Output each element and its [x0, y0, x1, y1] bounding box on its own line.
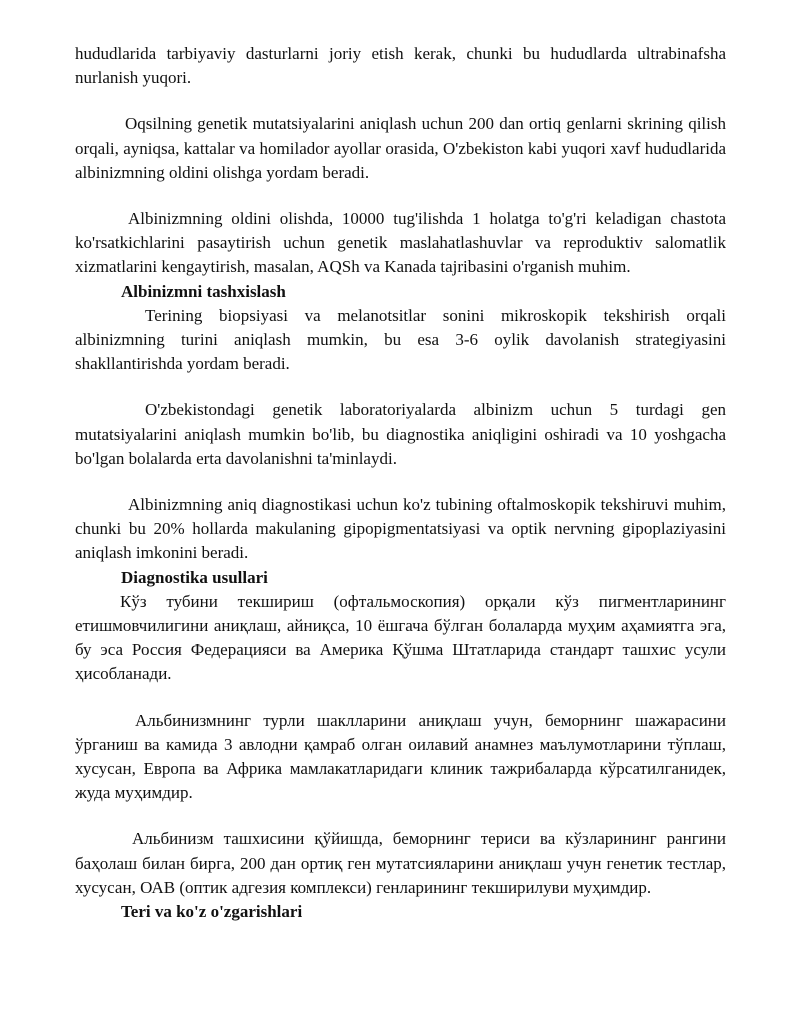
paragraph-biopsy: Terining biopsiyasi va melanotsitlar sonini mikroskopik tekshirish orqali albinizmning turini aniqlash mumkin, bu esa 3-6 oylik davolanish strategiyasini shakllantirishda yordam beradi.	[75, 305, 726, 374]
heading-skin-eye-changes: Teri va ko'z o'zgarishlari	[121, 902, 303, 922]
paragraph-ophthalmoscopy: Albinizmning aniq diagnostikasi uchun ko'z tubining oftalmoskopik tekshiruvi muhim, chunki bu 20% hollarda makulaning gipopigmentatsiyasi va optik nervning gipoplaziyasini aniqlash imkonini beradi.	[75, 495, 726, 563]
paragraph-protein-screening: Oqsilning genetik mutatsiyalarini aniqlash uchun 200 dan ortiq genlarni skrining qilish orqali, ayniqsa, kattalar va homilador ayollar orasida, O'zbekiston kabi yuqori xavf hududlarida albinizmning oldini olishga yordam beradi.	[75, 114, 726, 182]
paragraph-continuation: hududlarida tarbiyaviy dasturlarni joriy etish kerak, chunki bu hududlarda ultrabinafsha nurlanish yuqori.	[75, 44, 726, 88]
paragraph-fundus-exam: Кўз тубини текшириш (офтальмоскопия) орқали кўз пигментларининг етишмовчилигини аниқлаш, айниқса, 10 ёшгача бўлган болаларда муҳим аҳамиятга эга, бу эса Россия Федерацияси ва Америка Қўшма Штатларида стандарт ташхис усули ҳисобланади.	[75, 591, 726, 684]
paragraph-genetic-labs: O'zbekistondagi genetik laboratoriyalarda albinizm uchun 5 turdagi gen mutatsiyalarini aniqlash mumkin bo'lib, bu diagnostika aniqligini oshiradi va 10 yoshgacha bo'lgan bolalarda erta davolanishni ta'minlaydi.	[75, 400, 726, 468]
paragraph-prevention: Albinizmning oldini olishda, 10000 tug'ilishda 1 holatga to'g'ri keladigan chastota ko'rsatkichlarini pasaytirish uchun genetik maslahatlashuvlar va reproduktiv salomatlik xizmatlarini kengaytirish, masalan, AQSh va Kanada tajribasini o'rganish muhim.	[75, 209, 726, 277]
heading-diagnosis: Albinizmni tashxislash	[121, 281, 286, 301]
paragraph-genetic-tests: Альбинизм ташхисини қўйишда, беморнинг териси ва кўзларининг рангини баҳолаш билан бирга, 200 дан ортиқ ген мутатсияларини аниқлаш учун генетик тестлар, хусусан, ОАВ (оптик адгезия комплекси) генларининг текширилуви муҳимдир.	[75, 829, 726, 897]
heading-diagnostic-methods: Diagnostika usullari	[121, 567, 268, 587]
document-page	[75, 42, 726, 924]
paragraph-pedigree: Альбинизмнинг турли шаклларини аниқлаш учун, беморнинг шажарасини ўрганиш ва камида 3 авлодни қамраб олган оилавий анамнез маълумотларини тўплаш, хусусан, Европа ва Африка мамлакатларидаги клиник тажрибаларда кўрсатилганидек, жуда муҳимдир.	[75, 710, 726, 803]
